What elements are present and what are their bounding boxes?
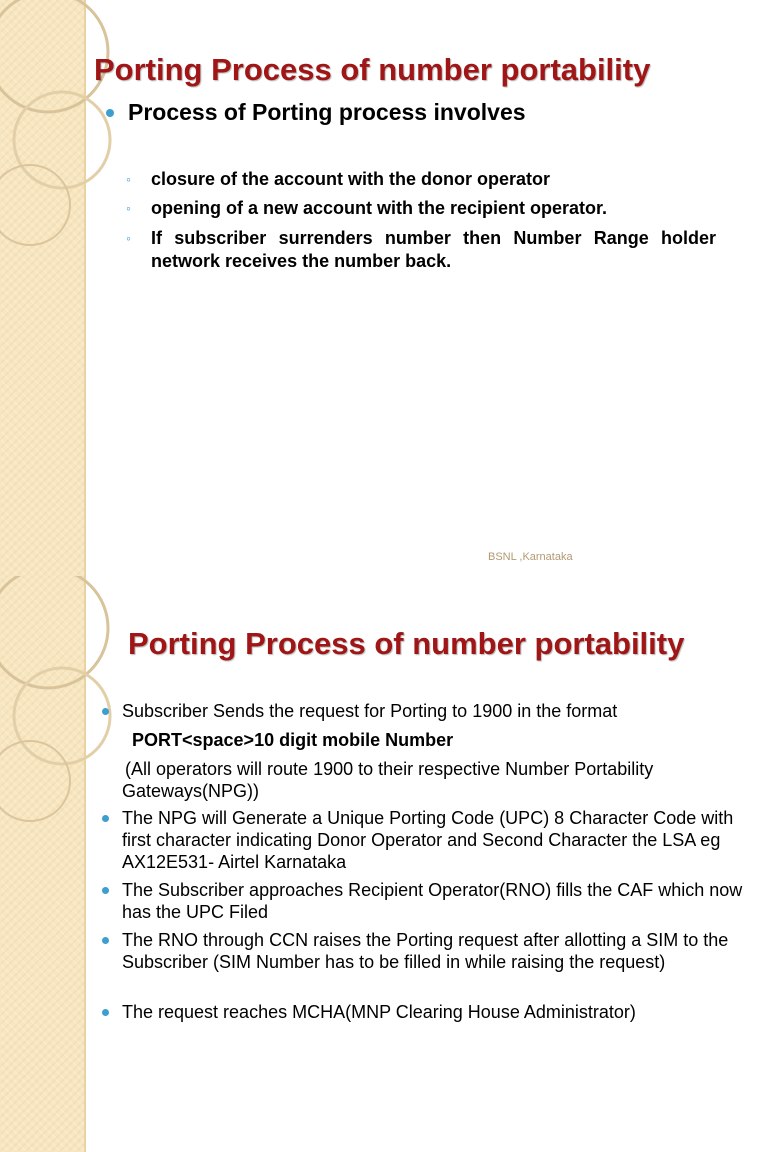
note-line: (All operators will route 1900 to their respective Number Portability Gateways(NPG)) xyxy=(122,759,654,801)
slide-2-title: Porting Process of number portability xyxy=(128,626,685,661)
list-item: Subscriber Sends the request for Porting to 1900 in the format xyxy=(100,700,760,722)
ring-decoration xyxy=(0,0,120,260)
bullet-icon xyxy=(102,708,109,715)
bullet-icon xyxy=(102,1009,109,1016)
sub-bullet-icon: ◦ xyxy=(126,200,131,216)
list-item: The Subscriber approaches Recipient Operator(RNO) fills the CAF which now has the UPC Filed xyxy=(100,879,760,923)
bullet-icon xyxy=(102,887,109,894)
bullet-icon xyxy=(106,109,114,117)
bullet-icon xyxy=(102,937,109,944)
list-item: The NPG will Generate a Unique Porting Code (UPC) 8 Character Code with first character indicating Donor Operator and Second Character the LSA eg AX12E531- Airtel Karnataka xyxy=(100,807,760,873)
list-item: The request reaches MCHA(MNP Clearing House Administrator) xyxy=(100,1001,760,1023)
format-line: PORT<space>10 digit mobile Number xyxy=(132,730,454,750)
list-item: The RNO through CCN raises the Porting request after allotting a SIM to the Subscriber (SIM Number has to be filled in while raising the request) xyxy=(100,929,760,973)
sub-item: ◦ If subscriber surrenders number then Number Range holder network receives the number back. xyxy=(126,228,716,271)
sub-bullet-icon: ◦ xyxy=(126,230,131,246)
slide-footer: BSNL ,Karnataka xyxy=(488,551,573,563)
slide-2 xyxy=(0,576,768,1152)
lead-bullet-text: Process of Porting process involves xyxy=(128,99,526,125)
slide-1-title: Porting Process of number portability xyxy=(94,52,651,87)
sub-item: ◦ closure of the account with the donor operator xyxy=(126,169,551,189)
bullet-icon xyxy=(102,815,109,822)
sub-item: ◦ opening of a new account with the recipient operator. xyxy=(126,198,608,218)
sub-bullet-icon: ◦ xyxy=(126,171,131,187)
